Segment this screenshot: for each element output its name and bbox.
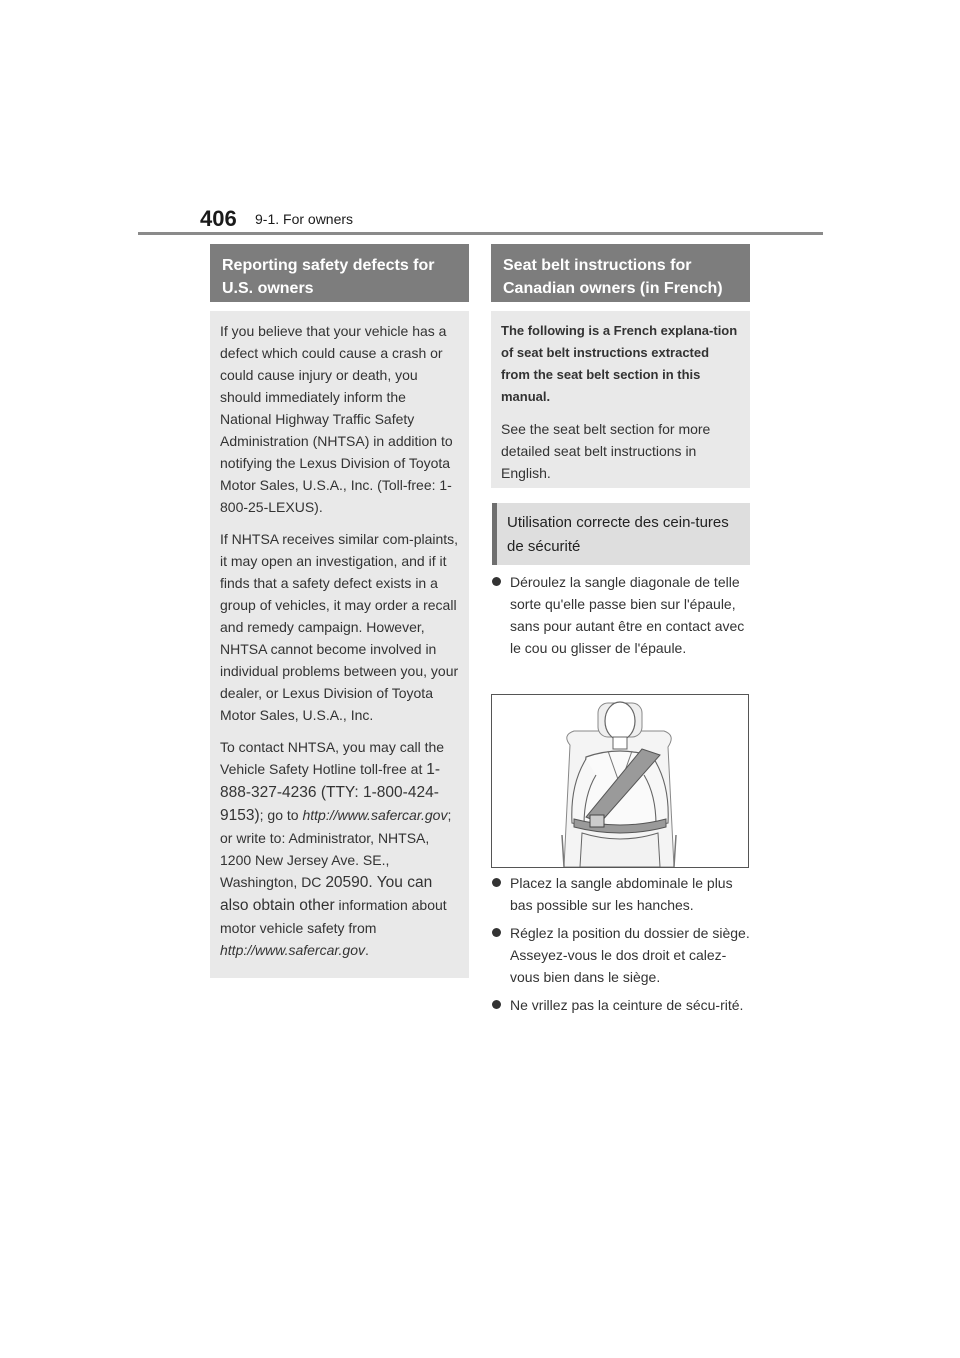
- contact-text-a: To contact NHTSA, you may call the Vehicle Safety Hotline toll-free at: [220, 739, 445, 777]
- bullet-icon: [492, 878, 501, 887]
- bullet-list-top: [492, 571, 752, 665]
- left-paragraph-3: [220, 736, 459, 961]
- bullet-icon: [492, 577, 501, 586]
- list-item: Réglez la position du dossier de siège. Asseyez-vous le dos droit et calez-vous bien dans le siège.: [492, 922, 752, 988]
- bullet-icon: [492, 928, 501, 937]
- right-intro-bold: The following is a French explana-tion of seat belt instructions extracted from the seat belt section in this manual.: [501, 323, 738, 404]
- bullet-list-bottom: [492, 872, 752, 1022]
- contact-text-c: ; or write to: Administrator, NHTSA, 1200 New Jersey Ave. SE., Washington, DC: [220, 807, 452, 890]
- page-number: 406: [200, 206, 237, 231]
- subheading: Utilisation correcte des cein-tures de sécurité: [492, 503, 750, 565]
- header-divider: [138, 232, 823, 235]
- right-intro: See the seat belt section for more detailed seat belt instructions in English.: [501, 421, 711, 481]
- right-info-box: [491, 311, 750, 488]
- contact-text-end: .: [364, 942, 369, 958]
- left-paragraph-2: If NHTSA receives similar com-plaints, it may open an investigation, and if it finds that a safety defect exists in a group of vehicles, it may order a recall and remedy campaign. However, NHTSA cannot become involved in individual problems between you, your dealer, or Lexus Division of Toyota Motor Sales, U.S.A., Inc.: [220, 531, 459, 723]
- list-item: Ne vrillez pas la ceinture de sécu-rité.: [492, 994, 752, 1016]
- list-item: Placez la sangle abdominale le plus bas possible sur les hanches.: [492, 872, 752, 916]
- seatbelt-illustration: [491, 694, 749, 868]
- right-section-title: Seat belt instructions for Canadian owners (in French): [491, 244, 750, 302]
- seated-person-illustration: [492, 695, 748, 867]
- safercar-link-2[interactable]: http://www.safercar.gov: [220, 942, 365, 958]
- contact-text-d: information about motor vehicle safety from: [220, 897, 447, 936]
- left-info-box: [210, 311, 469, 978]
- contact-text-b: ; go to: [259, 807, 299, 823]
- safercar-link-1[interactable]: http://www.safercar.gov: [302, 807, 448, 823]
- section-label: 9-1. For owners: [255, 211, 354, 227]
- left-paragraph-1: If you believe that your vehicle has a defect which could cause a crash or could cause injury or death, you should immediately inform the National Highway Traffic Safety Administration (NHTSA) in addition to notifying the Lexus Division of Toyota Motor Sales, U.S.A., Inc. (Toll-free: 1-800-25-LEXUS).: [220, 323, 453, 515]
- hotline-phone: 1-888-327-4236 (TTY: 1-800-424-9153): [220, 761, 441, 824]
- zip-text: 20590. You can also obtain other: [220, 874, 433, 914]
- bullet-icon: [492, 1000, 501, 1009]
- list-item: Déroulez la sangle diagonale de telle sorte qu'elle passe bien sur l'épaule, sans pour autant être en contact avec le cou ou glisser de l'épaule.: [492, 571, 752, 659]
- left-section-title: Reporting safety defects for U.S. owners: [210, 244, 469, 302]
